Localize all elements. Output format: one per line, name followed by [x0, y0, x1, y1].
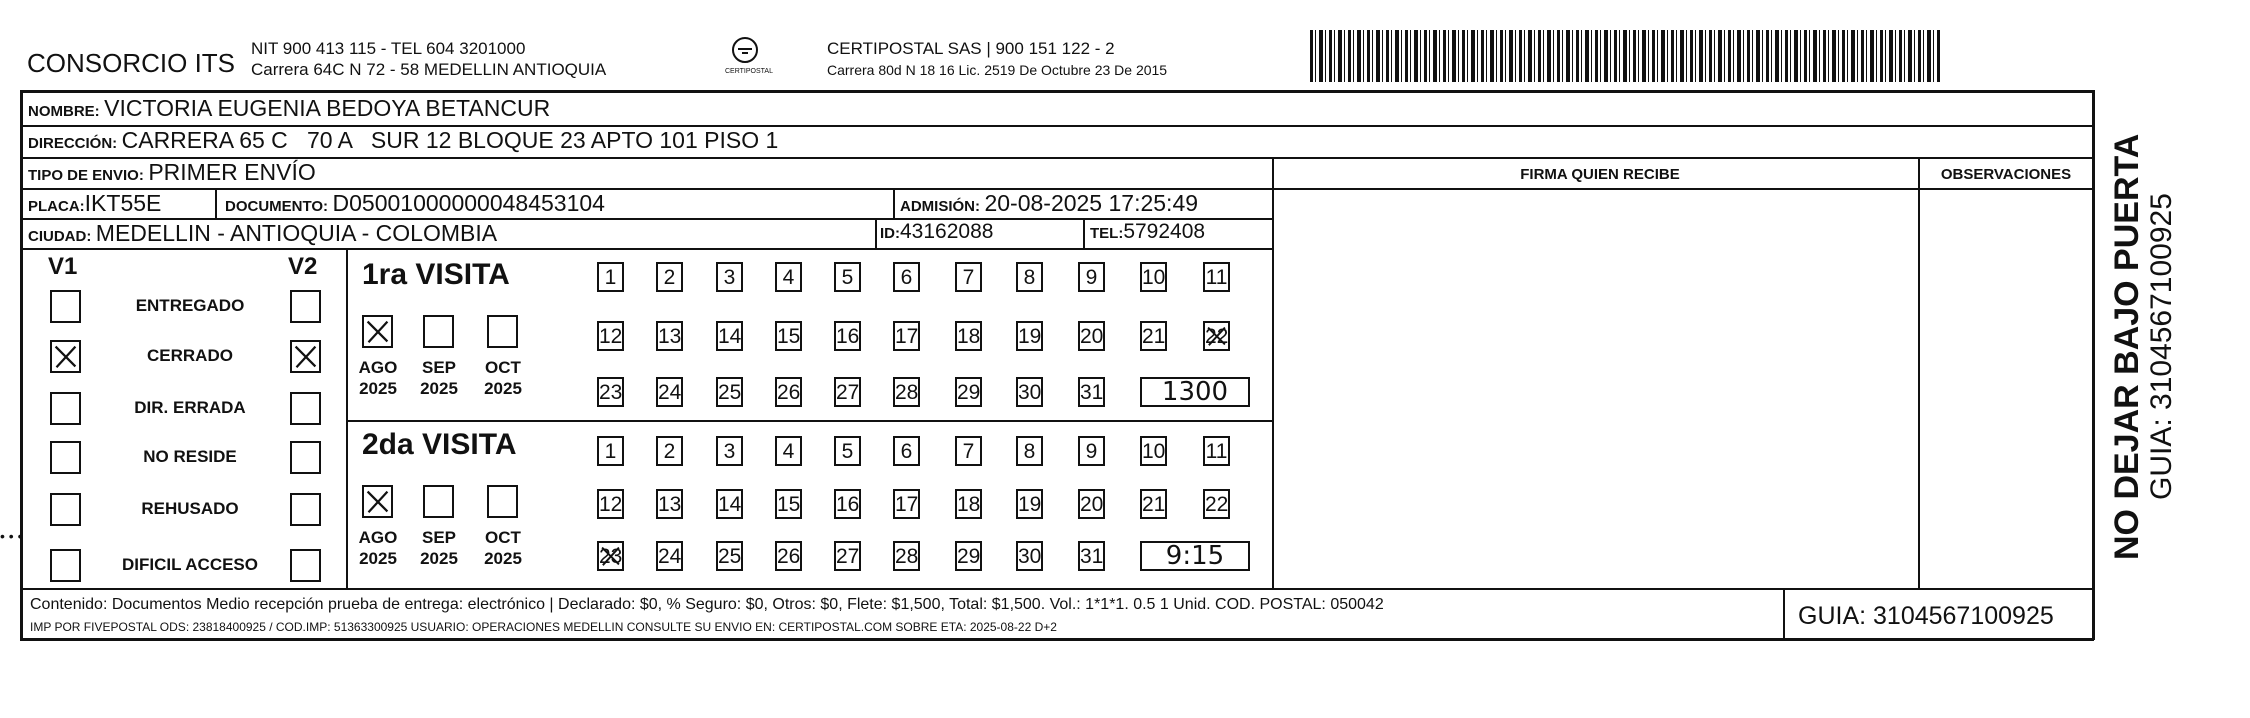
carrier-line1: CERTIPOSTAL SAS | 900 151 122 - 2	[827, 39, 1115, 58]
day-box[interactable]: 1	[597, 436, 624, 466]
status-label: DIFICIL ACCESO	[121, 555, 258, 574]
day-box[interactable]: 15	[775, 321, 802, 351]
v2-label: V2	[288, 253, 318, 280]
placa-value: IKT55E	[84, 190, 162, 216]
day-box[interactable]: 3	[716, 436, 743, 466]
day-box[interactable]: 10	[1140, 262, 1167, 292]
month-label	[477, 527, 529, 569]
day-box[interactable]: 12	[597, 321, 624, 351]
direccion-value: CARRERA 65 C 70 A SUR 12 BLOQUE 23 APTO 101 PISO 1	[121, 127, 779, 153]
side-warning: NO DEJAR BAJO PUERTA	[2108, 133, 2146, 560]
status-label: DIR. ERRADA	[134, 398, 246, 417]
month-year: 2025	[484, 379, 522, 398]
day-box[interactable]: 24	[656, 541, 683, 571]
month-year: 2025	[420, 549, 458, 568]
tel-label: TEL:	[1090, 225, 1124, 242]
month-label	[477, 357, 529, 399]
margin-dots: • • •	[0, 528, 23, 544]
carrier-line2: Carrera 80d N 18 16 Lic. 2519 De Octubre 23 De 2015	[827, 62, 1168, 78]
month-name: AGO	[358, 358, 398, 377]
month-name: SEP	[421, 358, 457, 377]
v2-checkbox[interactable]	[290, 441, 321, 474]
tel-cell	[1090, 220, 1205, 247]
v2-checkbox[interactable]	[290, 392, 321, 425]
status-label: ENTREGADO	[135, 296, 245, 315]
nombre-row	[28, 95, 550, 122]
day-box[interactable]: 21	[1140, 321, 1167, 351]
day-box[interactable]: 13	[656, 489, 683, 519]
footer-guia: GUIA: 3104567100925	[1798, 602, 2054, 630]
time-box[interactable]: 9:15	[1140, 541, 1250, 571]
time-box[interactable]: 1300	[1140, 377, 1250, 407]
footer-line2: IMP POR FIVEPOSTAL ODS: 23818400925 / COD.IMP: 51363300925 USUARIO: OPERACIONES MEDELLIN CONSULTE SU ENVIO EN: CERTIPOSTAL.COM SOBRE ETA: 2025-08-22 D+2	[30, 620, 1057, 634]
day-box[interactable]: 14	[716, 321, 743, 351]
placa-row	[28, 190, 161, 217]
day-box[interactable]: 20	[1078, 321, 1105, 351]
nombre-label: NOMBRE:	[28, 103, 100, 120]
direccion-label: DIRECCIÓN:	[28, 135, 118, 152]
day-box[interactable]: 11	[1203, 262, 1230, 292]
month-checkbox[interactable]	[487, 315, 518, 348]
status-label: NO RESIDE	[143, 447, 237, 466]
month-checkbox[interactable]	[423, 485, 454, 518]
admision-value: 20-08-2025 17:25:49	[984, 190, 1199, 216]
v1-checkbox[interactable]	[50, 441, 81, 474]
day-box[interactable]: 11	[1203, 436, 1230, 466]
day-box[interactable]: 23	[597, 377, 624, 407]
day-box[interactable]: 3	[716, 262, 743, 292]
company-info-line1: NIT 900 413 115 - TEL 604 3201000	[251, 39, 526, 58]
firma-header: FIRMA QUIEN RECIBE	[1520, 166, 1680, 183]
logo-text: CERTIPOSTAL	[725, 68, 773, 75]
documento-label: DOCUMENTO:	[225, 198, 329, 215]
day-box[interactable]: 27	[834, 541, 861, 571]
v1-checkbox[interactable]	[50, 340, 81, 373]
day-box[interactable]: 26	[775, 377, 802, 407]
status-label: CERRADO	[147, 346, 233, 365]
id-value: 43162088	[900, 220, 994, 243]
month-year: 2025	[359, 379, 397, 398]
observaciones-header: OBSERVACIONES	[1940, 166, 2072, 183]
month-name: AGO	[358, 528, 398, 547]
month-checkbox[interactable]	[362, 315, 393, 348]
day-box[interactable]: 6	[893, 262, 920, 292]
status-label: REHUSADO	[141, 499, 239, 518]
visit1-title: 1ra VISITA	[362, 258, 510, 291]
day-box[interactable]: 26	[775, 541, 802, 571]
day-box[interactable]: 4	[775, 262, 802, 292]
month-year: 2025	[484, 549, 522, 568]
nombre-value: VICTORIA EUGENIA BEDOYA BETANCUR	[104, 95, 551, 121]
documento-value: D05001000000048453104	[332, 190, 605, 216]
month-checkbox[interactable]	[362, 485, 393, 518]
month-checkbox[interactable]	[423, 315, 454, 348]
day-number: 23	[599, 545, 623, 568]
day-box[interactable]: 29	[955, 377, 982, 407]
ciudad-row	[28, 220, 497, 247]
admision-cell	[900, 190, 1198, 217]
day-box[interactable]: 28	[893, 541, 920, 571]
day-box[interactable]	[597, 541, 624, 571]
v2-checkbox[interactable]	[290, 549, 321, 582]
direccion-row	[28, 127, 778, 154]
ciudad-label: CIUDAD:	[28, 228, 92, 245]
month-name: OCT	[485, 528, 521, 547]
day-box[interactable]: 18	[955, 489, 982, 519]
admision-label: ADMISIÓN:	[900, 198, 980, 215]
day-box[interactable]: 1	[597, 262, 624, 292]
v1-checkbox[interactable]	[50, 549, 81, 582]
day-box[interactable]: 2	[656, 262, 683, 292]
day-box[interactable]: 25	[716, 541, 743, 571]
month-year: 2025	[359, 549, 397, 568]
month-name: OCT	[485, 358, 521, 377]
v1-checkbox[interactable]	[50, 290, 81, 323]
v2-checkbox[interactable]	[290, 493, 321, 526]
v1-checkbox[interactable]	[50, 392, 81, 425]
month-label	[352, 527, 404, 569]
day-number: 22	[1205, 325, 1229, 348]
day-box[interactable]	[1203, 321, 1230, 351]
day-box[interactable]: 4	[775, 436, 802, 466]
company-name: CONSORCIO ITS	[27, 48, 236, 78]
day-box[interactable]: 12	[597, 489, 624, 519]
day-box[interactable]: 8	[1016, 262, 1043, 292]
day-box[interactable]: 17	[893, 321, 920, 351]
month-checkbox[interactable]	[487, 485, 518, 518]
tel-value: 5792408	[1123, 220, 1206, 243]
tipo-row	[28, 159, 316, 186]
company-info-line2: Carrera 64C N 72 - 58 MEDELLIN ANTIOQUIA	[251, 60, 607, 79]
ciudad-value: MEDELLIN - ANTIOQUIA - COLOMBIA	[95, 220, 498, 246]
day-box[interactable]: 30	[1016, 377, 1043, 407]
day-box[interactable]: 13	[656, 321, 683, 351]
day-box[interactable]: 24	[656, 377, 683, 407]
day-box[interactable]: 5	[834, 436, 861, 466]
day-box[interactable]: 20	[1078, 489, 1105, 519]
day-box[interactable]: 27	[834, 377, 861, 407]
month-label	[352, 357, 404, 399]
day-box[interactable]: 6	[893, 436, 920, 466]
id-label: ID:	[880, 225, 900, 242]
v1-label: V1	[48, 253, 78, 280]
visit2-title: 2da VISITA	[362, 428, 517, 461]
day-box[interactable]: 28	[893, 377, 920, 407]
day-box[interactable]: 5	[834, 262, 861, 292]
v2-checkbox[interactable]	[290, 340, 321, 373]
v2-checkbox[interactable]	[290, 290, 321, 323]
tipo-value: PRIMER ENVÍO	[148, 159, 316, 185]
day-box[interactable]: 9	[1078, 262, 1105, 292]
placa-label: PLACA:	[28, 198, 85, 215]
documento-cell	[225, 190, 605, 217]
footer-line1: Contenido: Documentos Medio recepción prueba de entrega: electrónico | Declarado: $0, % Seguro: $0, Otros: $0, Flete: $1,500, Total: $1,500. Vol.: 1*1*1. 0.5 1 Unid. COD. POSTAL: 050042	[30, 596, 1384, 613]
day-box[interactable]: 7	[955, 436, 982, 466]
certipostal-logo	[725, 35, 773, 75]
day-box[interactable]: 30	[1016, 541, 1043, 571]
day-box[interactable]: 7	[955, 262, 982, 292]
month-year: 2025	[420, 379, 458, 398]
logo-icon	[730, 35, 760, 65]
barcode	[1310, 30, 1940, 82]
month-name: SEP	[421, 528, 457, 547]
month-label	[413, 527, 465, 569]
day-box[interactable]: 29	[955, 541, 982, 571]
day-box[interactable]: 16	[834, 321, 861, 351]
day-box[interactable]: 31	[1078, 377, 1105, 407]
id-cell	[880, 220, 993, 247]
day-box[interactable]: 2	[656, 436, 683, 466]
day-box[interactable]: 18	[955, 321, 982, 351]
day-box[interactable]: 19	[1016, 489, 1043, 519]
day-box[interactable]: 15	[775, 489, 802, 519]
day-box[interactable]: 25	[716, 377, 743, 407]
v1-checkbox[interactable]	[50, 493, 81, 526]
tipo-label: TIPO DE ENVIO:	[28, 167, 144, 184]
day-box[interactable]: 21	[1140, 489, 1167, 519]
day-box[interactable]: 19	[1016, 321, 1043, 351]
day-box[interactable]: 14	[716, 489, 743, 519]
day-box[interactable]: 10	[1140, 436, 1167, 466]
month-label	[413, 357, 465, 399]
day-box[interactable]: 16	[834, 489, 861, 519]
side-guia: GUIA: 3104567100925	[2145, 193, 2178, 500]
day-box[interactable]: 17	[893, 489, 920, 519]
day-box[interactable]: 8	[1016, 436, 1043, 466]
day-box[interactable]: 22	[1203, 489, 1230, 519]
day-box[interactable]: 9	[1078, 436, 1105, 466]
day-box[interactable]: 31	[1078, 541, 1105, 571]
